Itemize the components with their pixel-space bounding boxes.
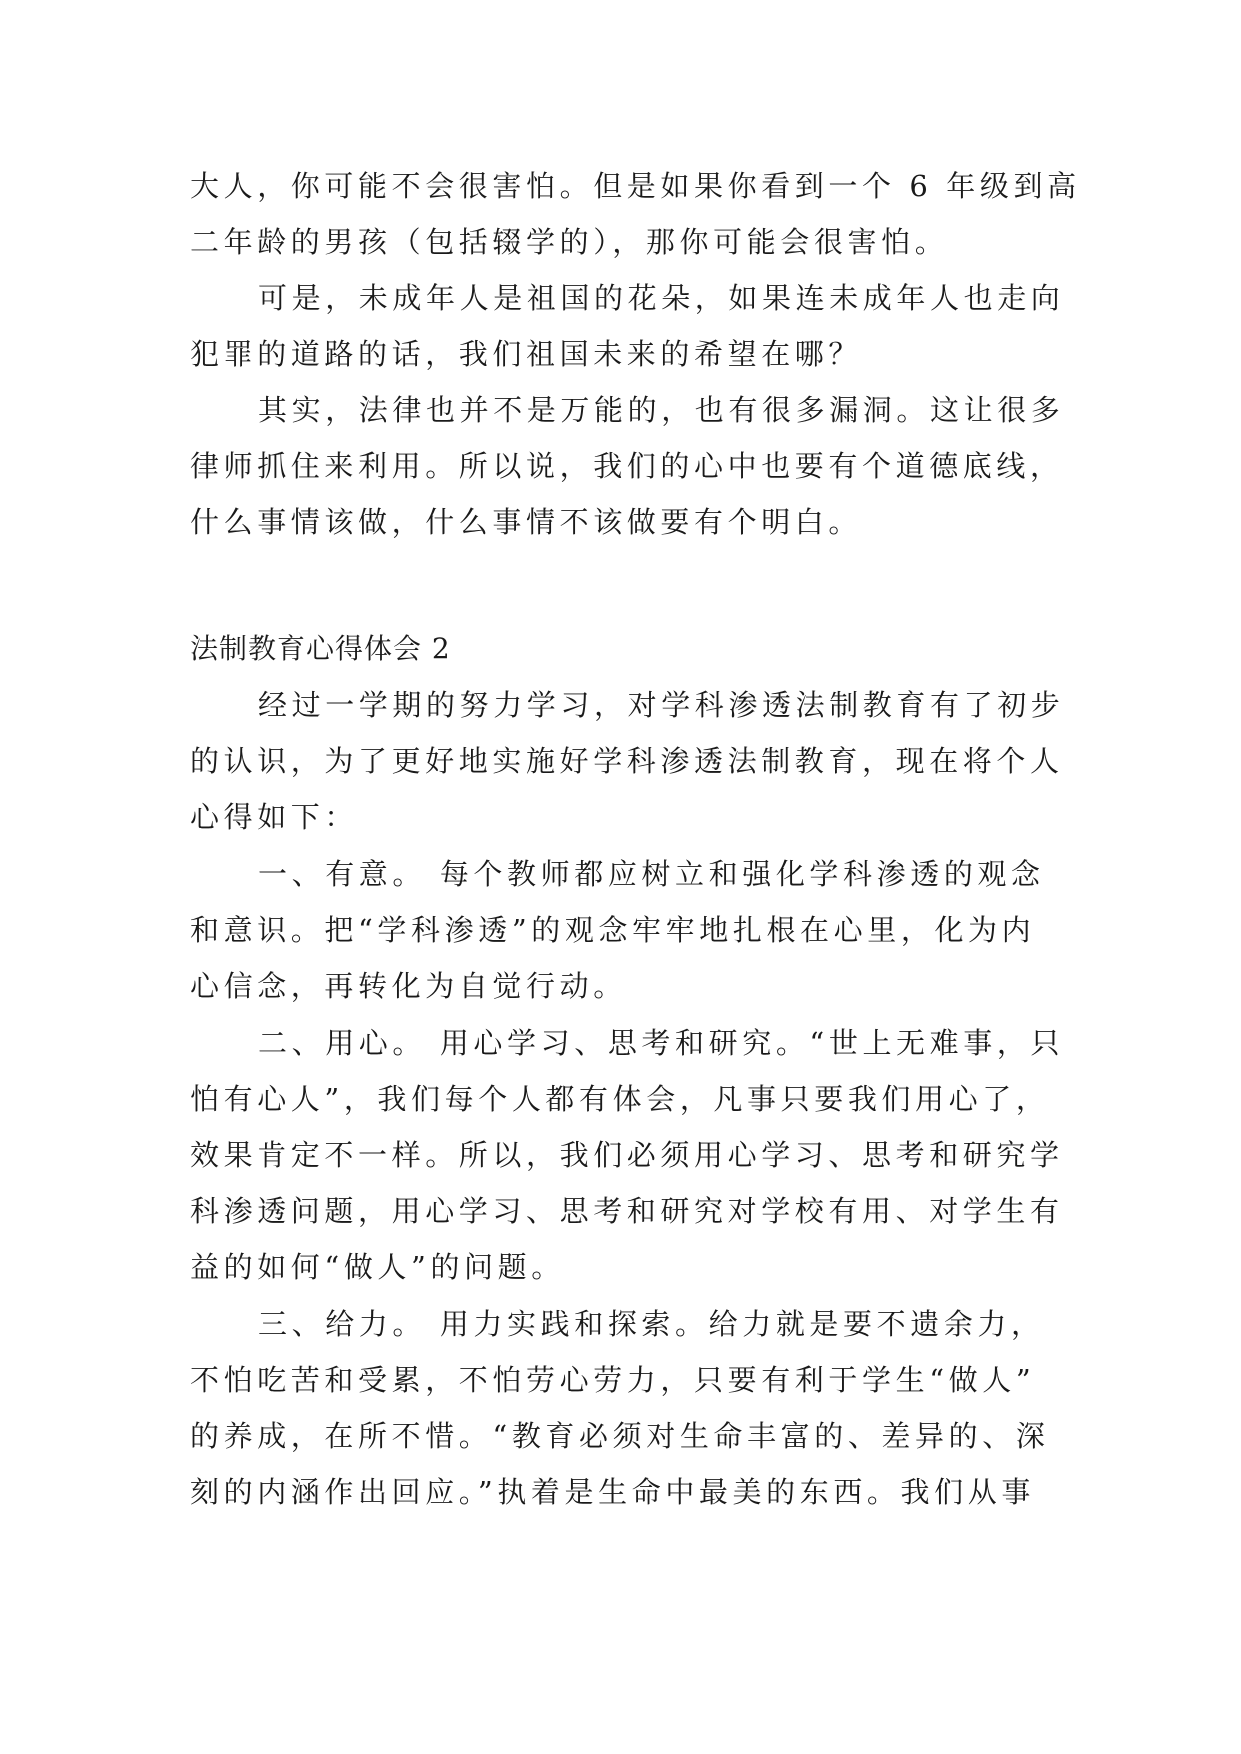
text-line: 刻的内涵作出回应。”执着是生命中最美的东西。我们从事	[190, 1475, 1035, 1509]
text-line: 经过一学期的努力学习，对学科渗透法制教育有了初步	[258, 688, 1065, 722]
text-line: 律师抓住来利用。所以说，我们的心中也要有个道德底线，	[190, 449, 1064, 483]
text-line: 可是，未成年人是祖国的花朵，如果连未成年人也走向	[258, 281, 1065, 315]
text-line: 和意识。把“学科渗透”的观念牢牢地扎根在心里，化为内	[190, 913, 1036, 947]
paragraph-continuation	[190, 158, 1090, 270]
text-line: 一、有意。 每个教师都应树立和强化学科渗透的观念	[258, 857, 1045, 891]
text-line: 犯罪的道路的话，我们祖国未来的希望在哪？	[190, 337, 863, 371]
text-line: 的养成，在所不惜。“教育必须对生命丰富的、差异的、深	[190, 1419, 1050, 1453]
text-line: 心信念，再转化为自觉行动。	[190, 969, 627, 1003]
paragraph-intro	[190, 677, 1090, 845]
text-line: 三、给力。 用力实践和探索。给力就是要不遗余力，	[258, 1307, 1045, 1341]
text-line: 益的如何“做人”的问题。	[190, 1250, 565, 1284]
section-heading	[190, 621, 1090, 677]
paragraph-future-hope	[190, 270, 1090, 382]
paragraph-law-loopholes	[190, 382, 1090, 550]
text-line: 不怕吃苦和受累，不怕劳心劳力，只要有利于学生“做人”	[190, 1363, 1036, 1397]
text-line: 的认识，为了更好地实施好学科渗透法制教育，现在将个人	[190, 744, 1064, 778]
text-line: 效果肯定不一样。所以，我们必须用心学习、思考和研究学	[190, 1138, 1064, 1172]
text-line: 二年龄的男孩（包括辍学的），那你可能会很害怕。	[190, 225, 949, 259]
paragraph-point-3	[190, 1296, 1090, 1520]
paragraph-point-1	[190, 846, 1090, 1014]
text-line: 二、用心。 用心学习、思考和研究。“世上无难事，只	[258, 1026, 1065, 1060]
text-line: 科渗透问题，用心学习、思考和研究对学校有用、对学生有	[190, 1194, 1064, 1228]
paragraph-point-2	[190, 1015, 1090, 1295]
section-title: 法制教育心得体会 2	[190, 632, 451, 665]
text-line: 什么事情该做，什么事情不该做要有个明白。	[190, 505, 863, 539]
text-line: 心得如下：	[190, 800, 359, 834]
text-line: 怕有心人”，我们每个人都有体会，凡事只要我们用心了，	[190, 1082, 1050, 1116]
text-line: 大人，你可能不会很害怕。但是如果你看到一个 6 年级到高	[190, 169, 1081, 203]
text-line: 其实，法律也并不是万能的，也有很多漏洞。这让很多	[258, 393, 1065, 427]
